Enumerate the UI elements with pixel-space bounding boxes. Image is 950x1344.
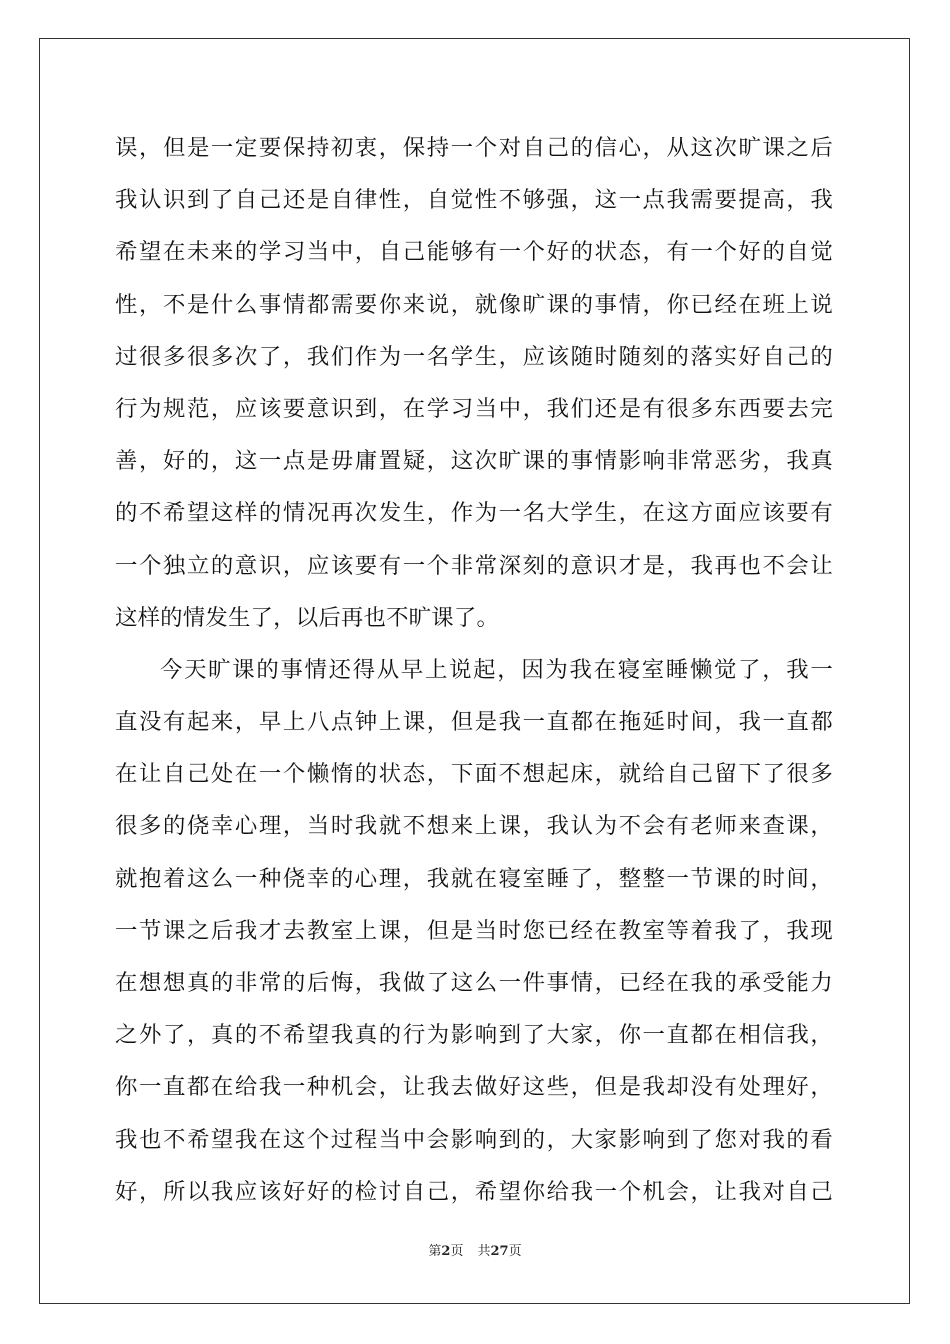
- text-line: 在想想真的非常的后悔，我做了这么一件事情，已经在我的承受能力: [115, 970, 833, 996]
- text-line: 我也不希望我在这个过程当中会影响到的，大家影响到了您对我的看: [115, 1126, 833, 1153]
- text-line: 好，所以我应该好好的检讨自己，希望你给我一个机会，让我对自己: [115, 1178, 833, 1205]
- text-line: 希望在未来的学习当中，自己能够有一个好的状态，有一个好的自觉: [115, 239, 833, 266]
- text-line: 在让自己处在一个懒惰的状态，下面不想起床，就给自己留下了很多: [115, 761, 833, 788]
- paragraph-1: [115, 122, 833, 644]
- text-line: 之外了，真的不希望我真的行为影响到了大家，你一直都在相信我，: [115, 1022, 833, 1049]
- text-line: 就抱着这么一种侥幸的心理，我就在寝室睡了，整整一节课的时间，: [115, 865, 833, 892]
- page-current: 2: [441, 1244, 451, 1259]
- page-footer: [0, 1240, 950, 1259]
- text-line: 一个独立的意识，应该要有一个非常深刻的意识才是，我再也不会让: [115, 552, 833, 579]
- text-line: 过很多很多次了，我们作为一名学生，应该随时随刻的落实好自己的: [115, 343, 833, 370]
- text-line: 你一直都在给我一种机会，让我去做好这些，但是我却没有处理好，: [115, 1074, 833, 1101]
- text-line: 今天旷课的事情还得从早上说起，因为我在寝室睡懒觉了，我一: [160, 656, 833, 683]
- text-line: 一节课之后我才去教室上课，但是当时您已经在教室等着我了，我现: [115, 917, 833, 944]
- paragraph-2: [115, 644, 833, 1218]
- text-line: 性，不是什么事情都需要你来说，就像旷课的事情，你已经在班上说: [115, 291, 833, 318]
- text-line: 误，但是一定要保持初衷，保持一个对自己的信心，从这次旷课之后: [115, 135, 833, 161]
- text-line: 我认识到了自己还是自律性，自觉性不够强，这一点我需要提高，我: [115, 187, 833, 214]
- text-line: 善，好的，这一点是毋庸置疑，这次旷课的事情影响非常恶劣，我真: [115, 448, 833, 475]
- text-line: 的不希望这样的情况再次发生，作为一名大学生，在这方面应该要有: [115, 500, 833, 527]
- text-line: 直没有起来，早上八点钟上课，但是我一直都在拖延时间，我一直都: [115, 709, 833, 736]
- text-line: 行为规范，应该要意识到，在学习当中，我们还是有很多东西要去完: [115, 395, 833, 422]
- text-line: 很多的侥幸心理，当时我就不想来上课，我认为不会有老师来查课，: [115, 813, 833, 840]
- page-suffix: 页: [450, 1244, 464, 1259]
- total-prefix: 共: [477, 1244, 491, 1259]
- document-body: [115, 122, 833, 1218]
- page-total: 27: [490, 1244, 509, 1259]
- total-suffix: 页: [508, 1244, 522, 1259]
- text-line: 这样的情发生了，以后再也不旷课了。: [115, 604, 500, 631]
- page-prefix: 第: [428, 1244, 442, 1259]
